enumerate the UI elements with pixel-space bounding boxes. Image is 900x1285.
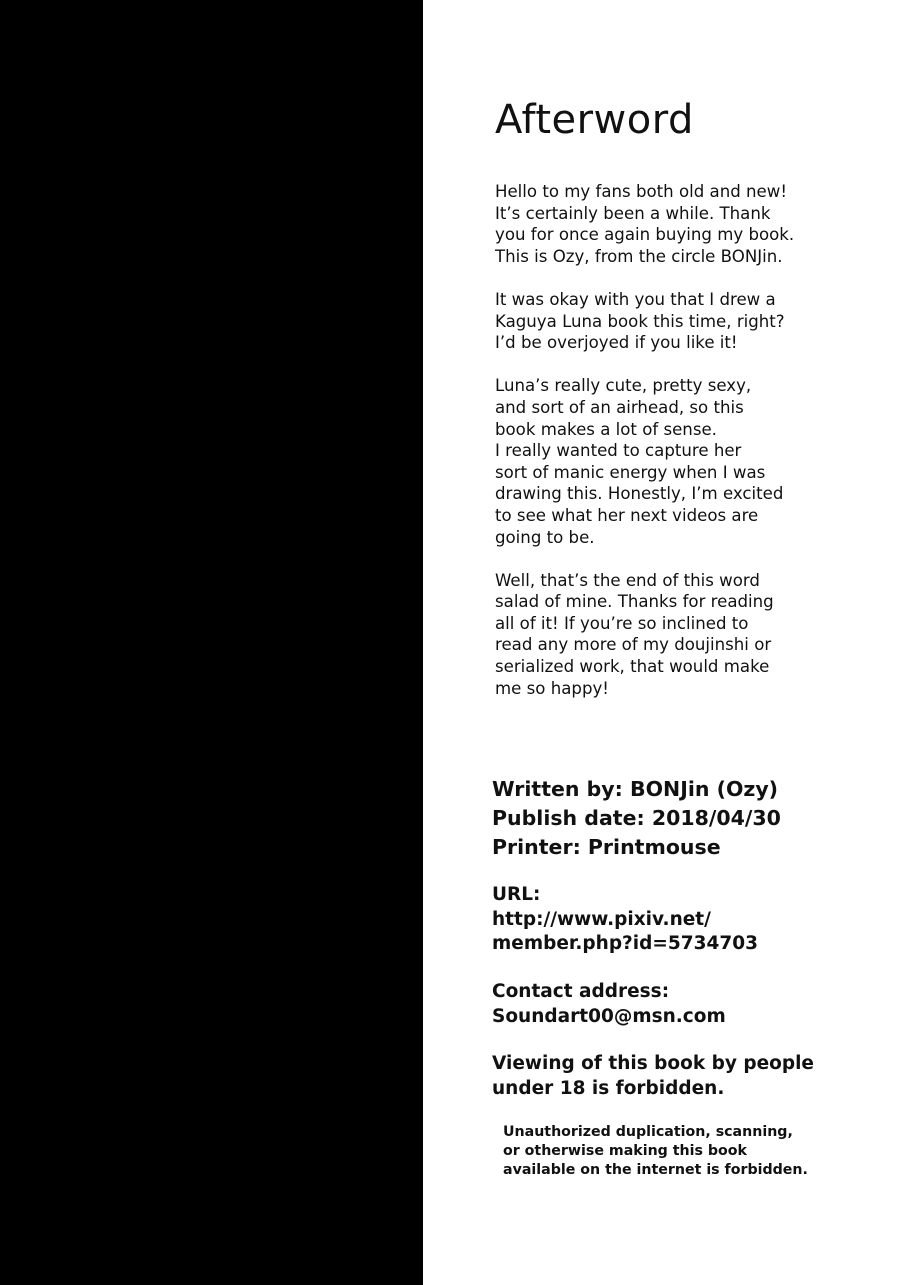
paragraph-4 bbox=[495, 570, 895, 700]
printer: Printer: Printmouse bbox=[492, 835, 721, 859]
url-line-1: http://www.pixiv.net/ bbox=[492, 908, 711, 930]
text-line: me so happy! bbox=[495, 678, 609, 698]
text-line: I really wanted to capture her bbox=[495, 441, 742, 461]
age-notice-line-2: under 18 is forbidden. bbox=[492, 1078, 725, 1099]
contact-block bbox=[492, 980, 726, 1029]
text-line: and sort of an airhead, so this bbox=[495, 397, 744, 417]
paragraph-1 bbox=[495, 181, 895, 267]
url-block bbox=[492, 883, 758, 957]
text-line: going to be. bbox=[495, 527, 595, 547]
text-line: It was okay with you that I drew a bbox=[495, 289, 776, 309]
text-line: This is Ozy, from the circle BONJin. bbox=[495, 246, 783, 266]
text-line: serialized work, that would make bbox=[495, 657, 770, 677]
text-line: sort of manic energy when I was bbox=[495, 462, 766, 482]
text-line: It’s certainly been a while. Thank bbox=[495, 203, 771, 223]
text-line: book makes a lot of sense. bbox=[495, 419, 717, 439]
black-panel bbox=[0, 0, 423, 1285]
publish-date: Publish date: 2018/04/30 bbox=[492, 806, 781, 830]
text-line: Hello to my fans both old and new! bbox=[495, 182, 787, 201]
url-label: URL: bbox=[492, 884, 541, 905]
text-line: drawing this. Honestly, I’m excited bbox=[495, 484, 784, 504]
text-line: you for once again buying my book. bbox=[495, 225, 795, 245]
text-line: all of it! If you’re so inclined to bbox=[495, 613, 749, 633]
age-notice-line-1: Viewing of this book by people bbox=[492, 1053, 814, 1074]
written-by: Written by: BONJin (Ozy) bbox=[492, 777, 779, 801]
page-title: Afterword bbox=[495, 97, 694, 143]
warning-line-3: available on the internet is forbidden. bbox=[503, 1162, 808, 1178]
warning-line-1: Unauthorized duplication, scanning, bbox=[503, 1124, 793, 1140]
contact-email: Soundart00@msn.com bbox=[492, 1005, 726, 1027]
url-line-2: member.php?id=5734703 bbox=[492, 933, 758, 954]
afterword-body bbox=[495, 181, 895, 721]
warning-line-2: or otherwise making this book bbox=[503, 1143, 747, 1159]
credits-block bbox=[492, 775, 892, 862]
text-line: I’d be overjoyed if you like it! bbox=[495, 333, 738, 353]
text-line: read any more of my doujinshi or bbox=[495, 635, 772, 655]
duplication-warning bbox=[503, 1123, 808, 1180]
text-line: salad of mine. Thanks for reading bbox=[495, 592, 774, 612]
age-notice bbox=[492, 1051, 814, 1101]
text-line: Well, that’s the end of this word bbox=[495, 570, 760, 590]
paragraph-2 bbox=[495, 289, 895, 354]
text-line: Luna’s really cute, pretty sexy, bbox=[495, 376, 752, 396]
contact-label: Contact address: bbox=[492, 981, 670, 1002]
text-line: to see what her next videos are bbox=[495, 505, 759, 525]
text-line: Kaguya Luna book this time, right? bbox=[495, 311, 785, 331]
paragraph-3 bbox=[495, 375, 895, 548]
